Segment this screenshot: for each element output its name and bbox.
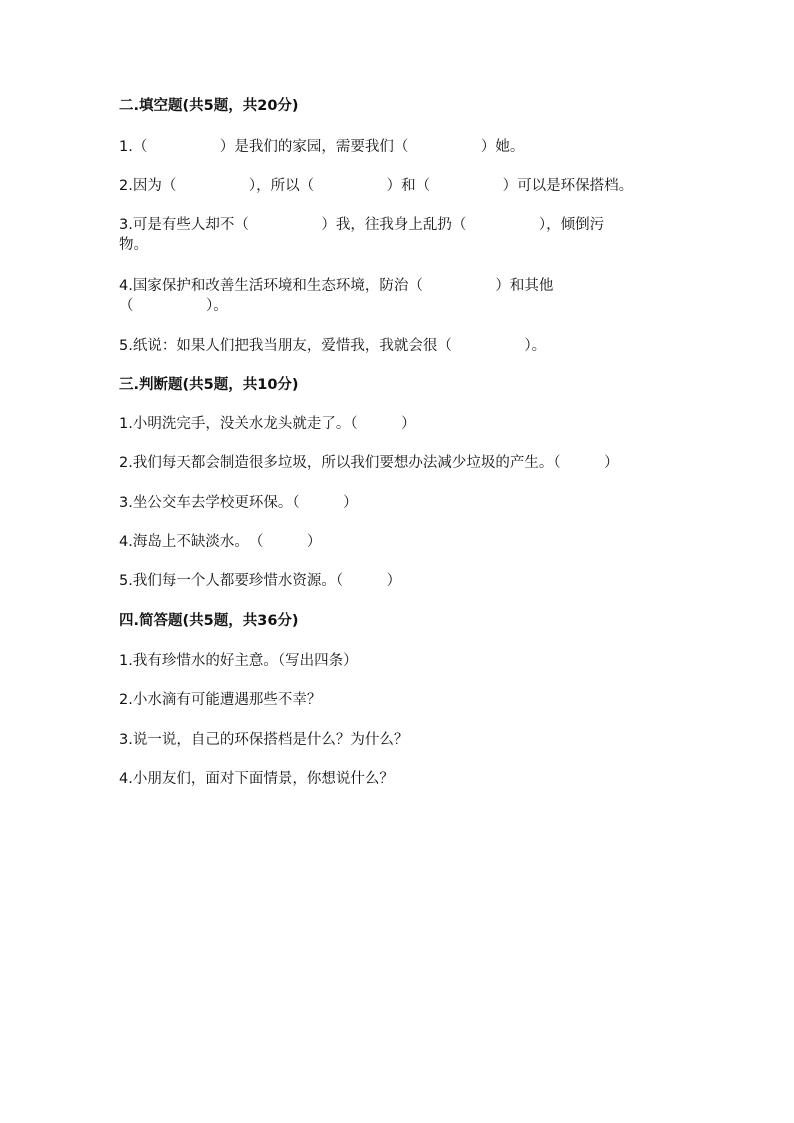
section-fill-in-title: 二.填空题(共5题，共20分) [119, 98, 299, 114]
fill-in-question-4-line-2: （ ）。 [119, 298, 228, 314]
true-false-question-2: 2.我们每天都会制造很多垃圾，所以我们要想办法减少垃圾的产生。（ ） [119, 455, 619, 471]
fill-in-question-5: 5.纸说：如果人们把我当朋友，爱惜我，我就会很（ ）。 [119, 338, 547, 354]
true-false-question-1: 1.小明洗完手，没关水龙头就走了。（ ） [119, 416, 416, 432]
true-false-question-5: 5.我们每一个人都要珍惜水资源。（ ） [119, 573, 402, 589]
section-true-false-title: 三.判断题(共5题，共10分) [119, 377, 299, 393]
fill-in-question-3-line-1: 3.可是有些人却不（ ）我，往我身上乱扔（ ），倾倒污 [119, 217, 605, 233]
true-false-question-3: 3.坐公交车去学校更环保。（ ） [119, 495, 358, 511]
fill-in-question-1: 1.（ ）是我们的家园，需要我们（ ）她。 [119, 139, 525, 155]
short-answer-question-4: 4.小朋友们，面对下面情景，你想说什么？ [119, 771, 394, 787]
short-answer-question-1: 1.我有珍惜水的好主意。（写出四条） [119, 653, 358, 669]
fill-in-question-3-line-2: 物。 [119, 237, 148, 253]
true-false-question-4: 4.海岛上不缺淡水。 （ ） [119, 534, 322, 550]
short-answer-question-3: 3.说一说，自己的环保搭档是什么？为什么？ [119, 732, 409, 748]
short-answer-question-2: 2.小水滴有可能遭遇那些不幸？ [119, 692, 322, 708]
fill-in-question-4-line-1: 4.国家保护和改善生活环境和生态环境，防治（ ）和其他 [119, 278, 554, 294]
fill-in-question-2: 2.因为（ ），所以（ ）和（ ）可以是环保搭档。 [119, 178, 634, 194]
section-short-answer-title: 四.简答题(共5题，共36分) [119, 613, 299, 629]
